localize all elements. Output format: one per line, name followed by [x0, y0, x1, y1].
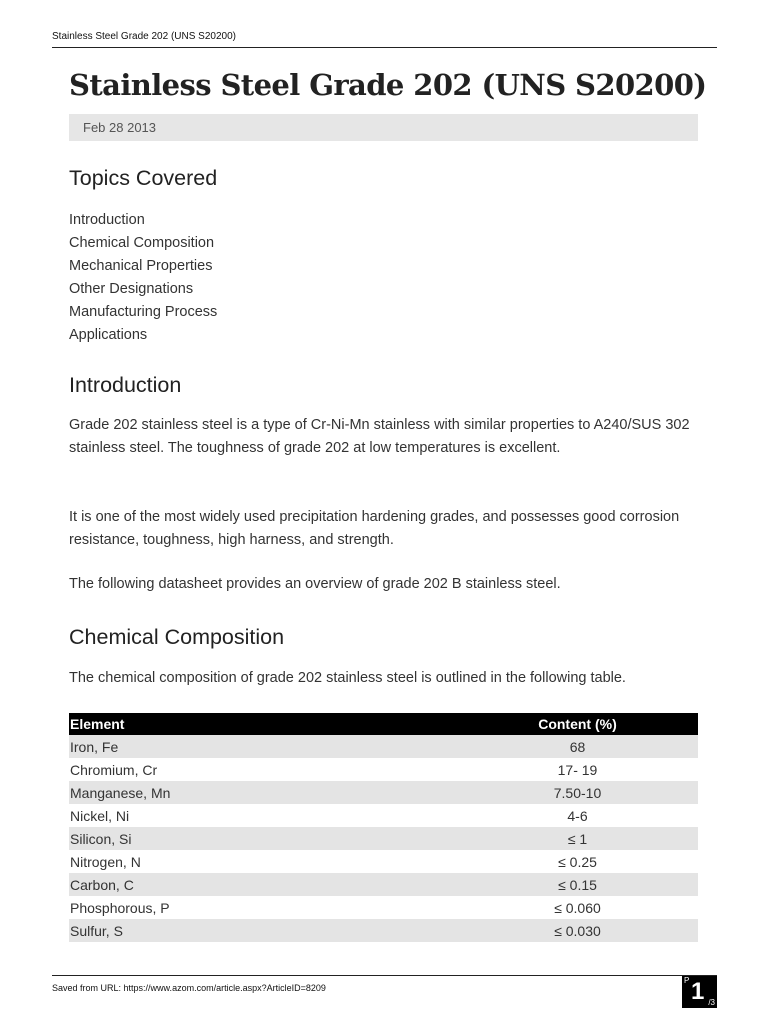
table-row	[69, 850, 698, 873]
table-row	[69, 896, 698, 919]
content-cell: ≤ 1	[457, 827, 698, 850]
composition-table	[69, 713, 698, 942]
page-number: 1	[691, 978, 705, 1005]
intro-paragraph-3: The following datasheet provides an overview of grade 202 B stainless steel.	[69, 576, 561, 592]
page-title: Stainless Steel Grade 202 (UNS S20200)	[69, 68, 707, 102]
content-cell: 17- 19	[457, 758, 698, 781]
table-row	[69, 804, 698, 827]
table-row	[69, 919, 698, 942]
topics-list	[69, 209, 217, 347]
content-cell: ≤ 0.030	[457, 919, 698, 942]
content-cell: 68	[457, 735, 698, 758]
table-header-row	[69, 713, 698, 735]
column-header-element: Element	[69, 713, 457, 735]
element-cell: Carbon, C	[69, 873, 457, 896]
table-row	[69, 873, 698, 896]
element-cell: Chromium, Cr	[69, 758, 457, 781]
intro-paragraph-2: It is one of the most widely used precipitation hardening grades, and possesses good corrosion resistance, toughness, high harness, and strength.	[69, 509, 680, 548]
content-cell: 4-6	[457, 804, 698, 827]
topic-link-chemical-composition[interactable]: Chemical Composition	[69, 235, 215, 251]
topics-heading: Topics Covered	[69, 166, 218, 190]
saved-from-label: Saved from URL:	[52, 983, 122, 993]
topic-link-applications[interactable]: Applications	[69, 327, 148, 343]
running-header: Stainless Steel Grade 202 (UNS S20200)	[52, 31, 236, 42]
element-cell: Phosphorous, P	[69, 896, 457, 919]
element-cell: Silicon, Si	[69, 827, 457, 850]
footer-divider	[52, 975, 717, 976]
element-cell: Nickel, Ni	[69, 804, 457, 827]
table-row	[69, 735, 698, 758]
element-cell: Manganese, Mn	[69, 781, 457, 804]
topic-link-other-designations[interactable]: Other Designations	[69, 281, 194, 297]
element-cell: Nitrogen, N	[69, 850, 457, 873]
topic-link-manufacturing-process[interactable]: Manufacturing Process	[69, 304, 218, 320]
table-row	[69, 827, 698, 850]
chemical-composition-heading: Chemical Composition	[69, 625, 285, 649]
header-divider	[52, 47, 717, 48]
table-row	[69, 758, 698, 781]
chemical-intro: The chemical composition of grade 202 stainless steel is outlined in the following table.	[69, 670, 626, 686]
page-total: /3	[708, 998, 715, 1007]
publish-date: Feb 28 2013	[83, 120, 157, 135]
intro-paragraph-1: Grade 202 stainless steel is a type of Cr-Ni-Mn stainless with similar properties to A240/SUS 302 stainless steel. The toughness of grade 202 at low temperatures is excellent.	[69, 417, 690, 456]
date-bar	[69, 114, 698, 141]
page-prefix: P	[684, 976, 690, 985]
introduction-heading: Introduction	[69, 373, 182, 397]
column-header-content: Content (%)	[457, 713, 698, 735]
content-cell: ≤ 0.15	[457, 873, 698, 896]
table-row	[69, 781, 698, 804]
content-cell: 7.50-10	[457, 781, 698, 804]
element-cell: Iron, Fe	[69, 735, 457, 758]
source-url-link[interactable]: https://www.azom.com/article.aspx?ArticleID=8209	[123, 983, 326, 993]
topic-link-introduction[interactable]: Introduction	[69, 212, 145, 228]
footer-source	[52, 983, 326, 993]
content-cell: ≤ 0.25	[457, 850, 698, 873]
element-cell: Sulfur, S	[69, 919, 457, 942]
topic-link-mechanical-properties[interactable]: Mechanical Properties	[69, 258, 213, 274]
page-indicator	[682, 976, 717, 1008]
content-cell: ≤ 0.060	[457, 896, 698, 919]
